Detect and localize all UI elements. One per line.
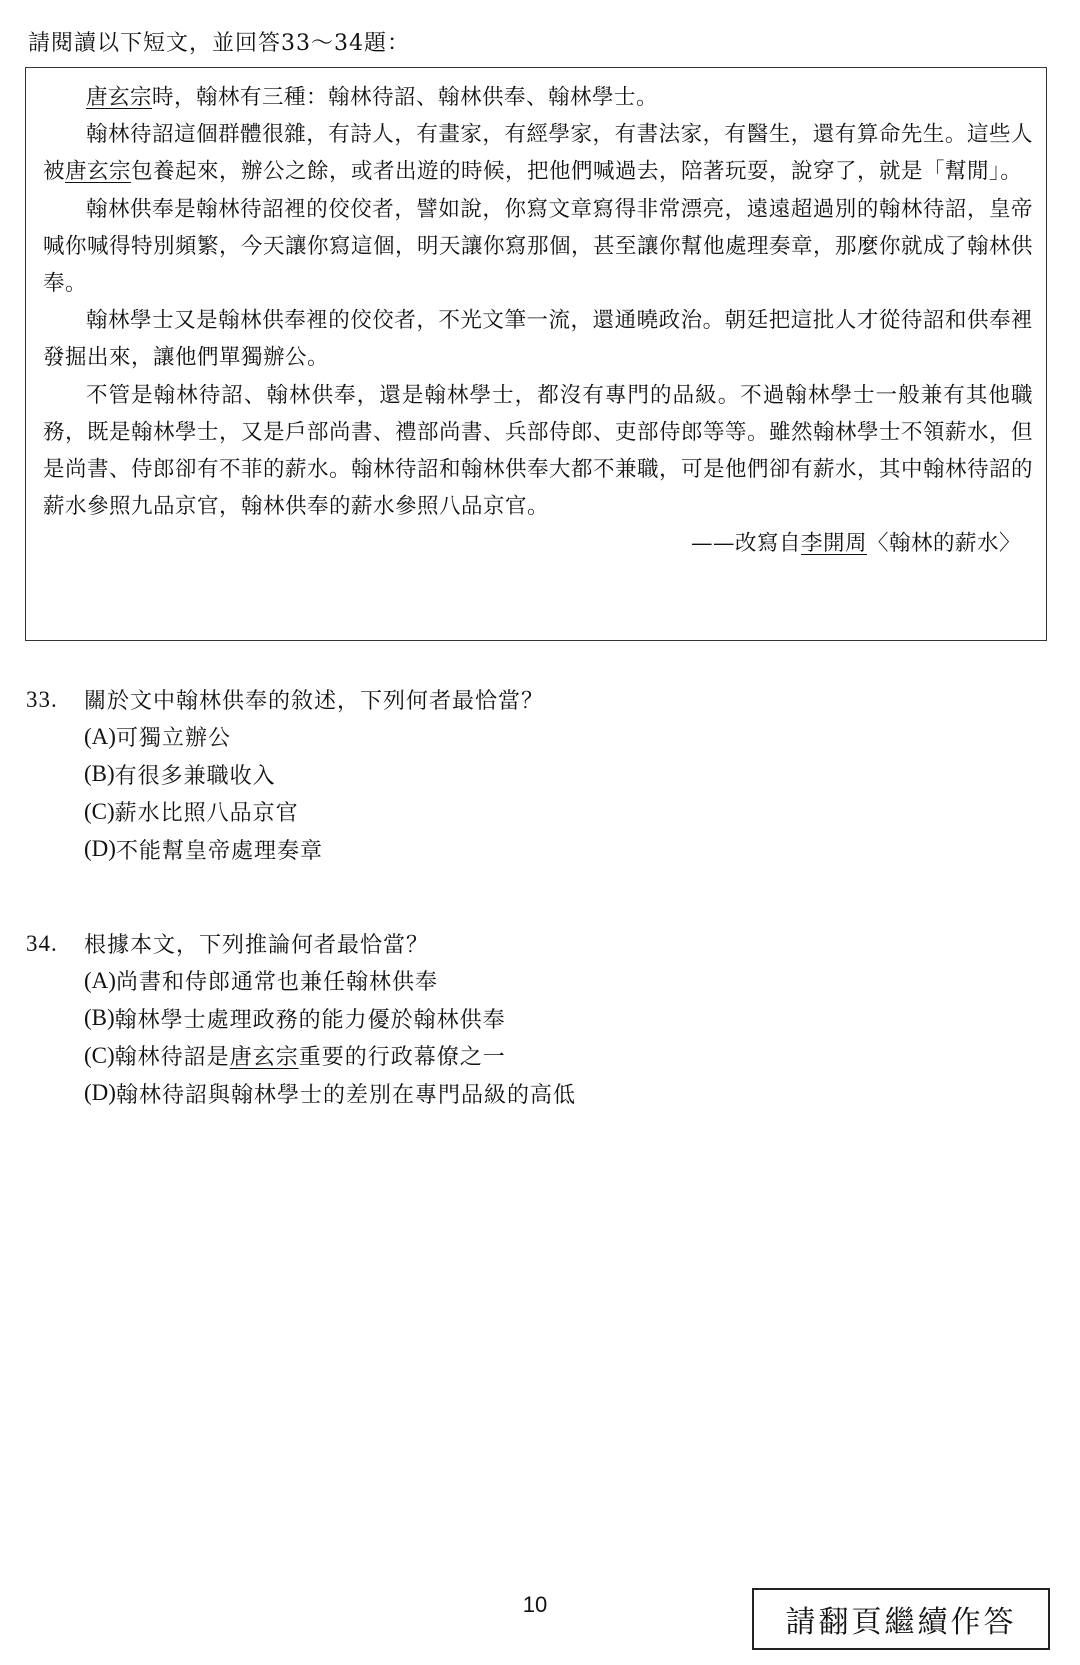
option-b[interactable] <box>84 1000 1026 1038</box>
option-d[interactable] <box>84 831 1026 869</box>
option-text: 不能幫皇帝處理奏章 <box>115 838 323 864</box>
option-b[interactable] <box>84 756 1026 794</box>
question-text: 關於文中翰林供奉的敘述，下列何者最恰當？ <box>84 689 545 714</box>
option-text: 翰林待詔是 <box>114 1045 230 1071</box>
passage-paragraph-2 <box>43 116 1033 190</box>
option-text-continued: 重要的行政幕僚之一 <box>298 1045 506 1071</box>
option-text: 翰林學士處理政務的能力優於翰林供奉 <box>114 1007 506 1033</box>
paragraph-text: 包養起來，辦公之餘，或者出遊的時候，把他們喊過去，陪著玩耍，說穿了，就是「幫閒」。 <box>131 159 1023 185</box>
question-number: 34. <box>26 930 58 956</box>
answer-options <box>26 718 1026 868</box>
option-letter: (A) <box>84 967 116 993</box>
proper-noun-underlined: 唐玄宗 <box>229 1045 299 1071</box>
source-prefix: ——改寫自 <box>690 531 801 557</box>
proper-noun-underlined: 唐玄宗 <box>86 85 153 110</box>
turn-page-notice: 請翻頁繼續作答 <box>752 1588 1050 1650</box>
source-author: 李開周 <box>800 531 867 557</box>
paragraph-text: 翰林待詔這個群體很雜，有詩人，有畫家，有經學家，有書法家，有醫生，還有算命先生。這些人被 <box>43 122 1033 185</box>
passage-text <box>43 79 1033 563</box>
reading-instruction: 請閱讀以下短文，並回答33～34題： <box>28 31 410 56</box>
option-letter: (D) <box>84 1080 116 1106</box>
question-stem <box>26 925 1026 962</box>
answer-options <box>26 962 1026 1112</box>
source-title: 〈翰林的薪水〉 <box>866 531 1021 557</box>
passage-paragraph-1 <box>43 79 1033 116</box>
question-34 <box>26 925 1026 1112</box>
passage-paragraph-3: 翰林供奉是翰林待詔裡的佼佼者，譬如說，你寫文章寫得非常漂亮，遠遠超過別的翰林待詔，皇帝喊你喊得特別頻繁，今天讓你寫這個，明天讓你寫那個，甚至讓你幫他處理奏章，那麼你就成了翰林供奉。 <box>43 196 1034 297</box>
option-c[interactable] <box>84 1037 1026 1075</box>
paragraph-text: 時，翰林有三種：翰林待詔、翰林供奉、翰林學士。 <box>152 85 659 110</box>
option-c[interactable] <box>84 793 1026 831</box>
option-letter: (A) <box>84 723 116 749</box>
question-number: 33. <box>26 686 58 712</box>
option-letter: (B) <box>84 761 115 787</box>
option-text: 可獨立辦公 <box>115 726 231 752</box>
option-d[interactable] <box>84 1075 1026 1113</box>
option-text: 有很多兼職收入 <box>114 763 276 789</box>
passage-paragraph-4: 翰林學士又是翰林供奉裡的佼佼者，不光文筆一流，還通曉政治。朝廷把這批人才從待詔和供奉裡發掘出來，讓他們單獨辦公。 <box>43 308 1033 371</box>
proper-noun-underlined: 唐玄宗 <box>65 159 132 185</box>
option-letter: (C) <box>84 1042 115 1068</box>
page-number: 10 <box>522 1592 548 1617</box>
option-text: 尚書和侍郎通常也兼任翰林供奉 <box>115 970 438 996</box>
option-text: 翰林待詔與翰林學士的差別在專門品級的高低 <box>115 1082 576 1108</box>
option-a[interactable] <box>84 718 1026 756</box>
question-stem <box>26 681 1026 718</box>
passage-box <box>25 67 1047 641</box>
option-letter: (C) <box>84 798 115 824</box>
option-letter: (D) <box>84 836 116 862</box>
passage-paragraph-5: 不管是翰林待詔、翰林供奉，還是翰林學士，都沒有專門的品級。不過翰林學士一般兼有其他職務，既是翰林學士，又是戶部尚書、禮部尚書、兵部侍郎、吏部侍郎等等。雖然翰林學士不領薪水，但是尚書、侍郎卻有不菲的薪水。翰林待詔和翰林供奉大都不兼職，可是他們卻有薪水，其中翰林待詔的薪水參照九品京官，翰林供奉的薪水參照八品京官。 <box>43 382 1034 520</box>
option-a[interactable] <box>84 962 1026 1000</box>
option-letter: (B) <box>84 1005 115 1031</box>
passage-source <box>43 525 1033 562</box>
question-text: 根據本文，下列推論何者最恰當？ <box>84 933 430 958</box>
question-33 <box>26 681 1026 868</box>
option-text: 薪水比照八品京官 <box>114 801 299 827</box>
